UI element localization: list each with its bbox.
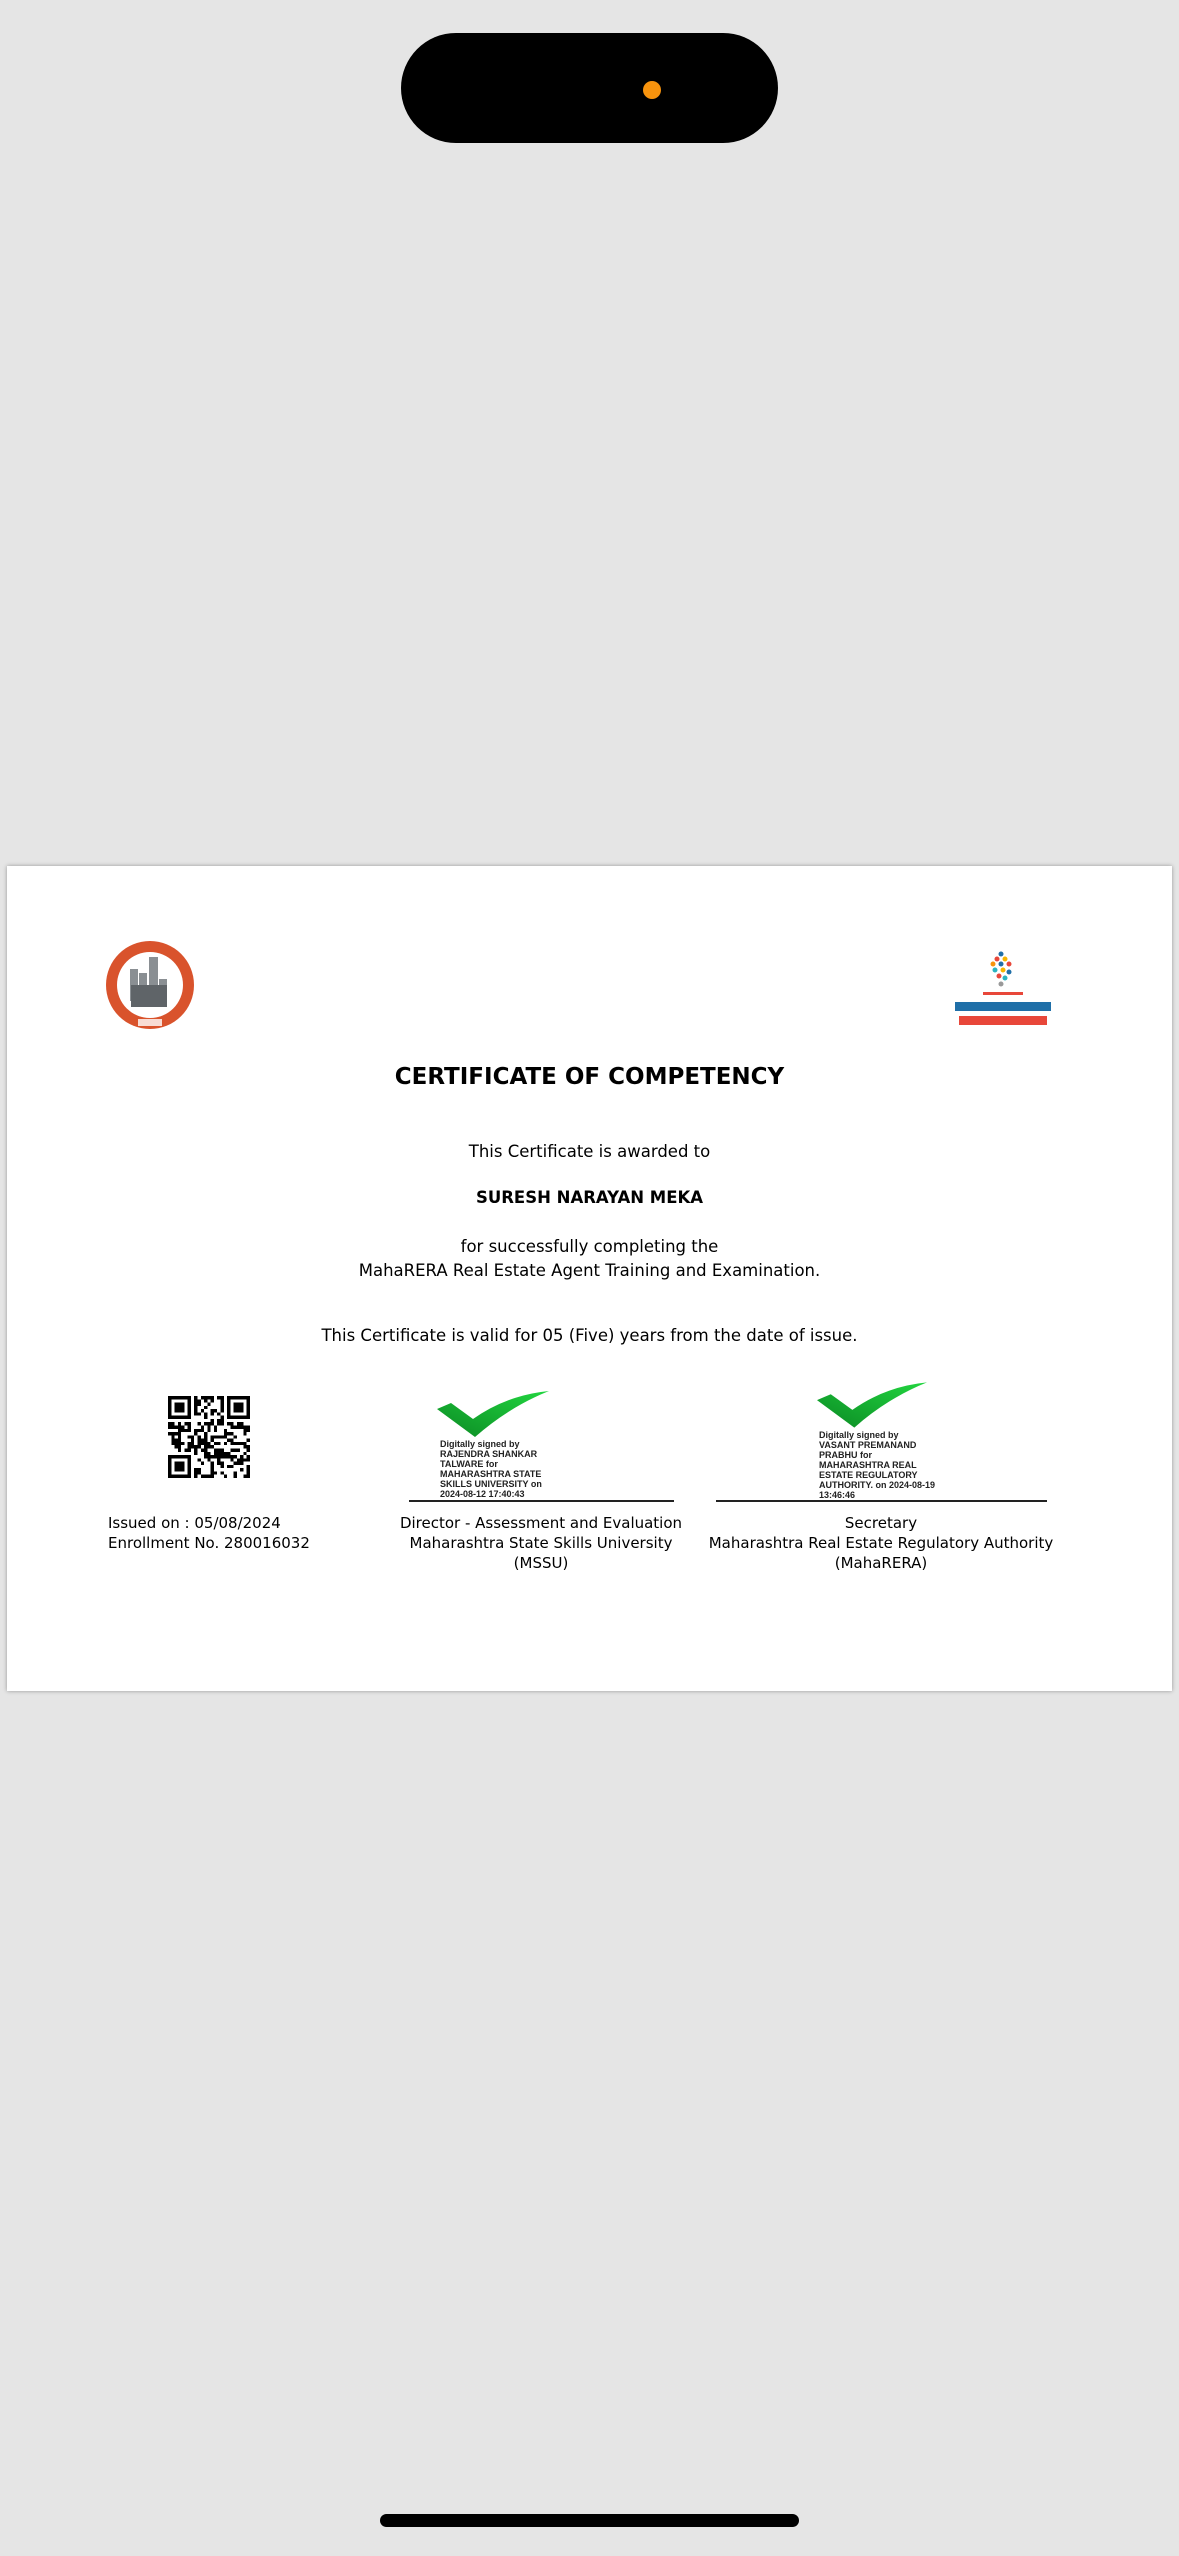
validity-statement: This Certificate is valid for 05 (Five) years from the date of issue. [321,1326,858,1345]
completion-line-1: for successfully completing the [460,1237,719,1256]
dynamic-island [401,33,778,143]
sig2-line: AUTHORITY. on 2024-08-19 [819,1480,936,1490]
sig1-line: MAHARASHTRA STATE [440,1469,542,1479]
digital-signature-1 [440,1439,542,1499]
sig2-line: MAHARASHTRA REAL [819,1460,917,1470]
home-indicator[interactable] [380,2514,799,2527]
certificate-title: CERTIFICATE OF COMPETENCY [394,1064,785,1090]
sig1-line: RAJENDRA SHANKAR [440,1449,538,1459]
sig1-line: SKILLS UNIVERSITY on [440,1479,542,1489]
maharera-logo [104,939,196,1031]
camera-indicator-dot [643,81,661,99]
awarded-to-label: This Certificate is awarded to [468,1142,711,1161]
recipient-name: SURESH NARAYAN MEKA [475,1188,704,1207]
digital-signature-2 [819,1430,935,1500]
qr-code [168,1396,250,1478]
sig2-line: ESTATE REGULATORY [819,1470,918,1480]
sig1-line: 2024-08-12 17:40:43 [440,1489,525,1499]
mssu-logo [943,950,1063,1034]
checkmark-icon [437,1389,549,1439]
sig2-title-line: Secretary [844,1514,918,1532]
sig2-line: PRABHU for [819,1450,872,1460]
sig1-line: TALWARE for [440,1459,498,1469]
sig2-title-line: Maharashtra Real Estate Regulatory Authority [708,1534,1054,1552]
checkmark-icon [817,1380,927,1430]
sig2-title-line: (MahaRERA) [834,1554,928,1572]
sig1-line: Digitally signed by [440,1439,520,1449]
sig2-line: 13:46:46 [819,1490,856,1500]
sig1-title-line: (MSSU) [513,1554,569,1572]
signature-line-1 [409,1500,674,1502]
sig2-line: Digitally signed by [819,1430,899,1440]
sig1-title-line: Director - Assessment and Evaluation [399,1514,683,1532]
certificate-document [7,866,1172,1691]
enrollment-number: Enrollment No. 280016032 [108,1534,310,1552]
signatory-2-title [631,1513,1131,1573]
signature-line-2 [716,1500,1047,1502]
sig1-title-line: Maharashtra State Skills University [409,1534,673,1552]
issued-on: Issued on : 05/08/2024 [108,1514,281,1532]
sig2-line: VASANT PREMANAND [819,1440,917,1450]
completion-line-2: MahaRERA Real Estate Agent Training and Examination. [358,1261,821,1280]
